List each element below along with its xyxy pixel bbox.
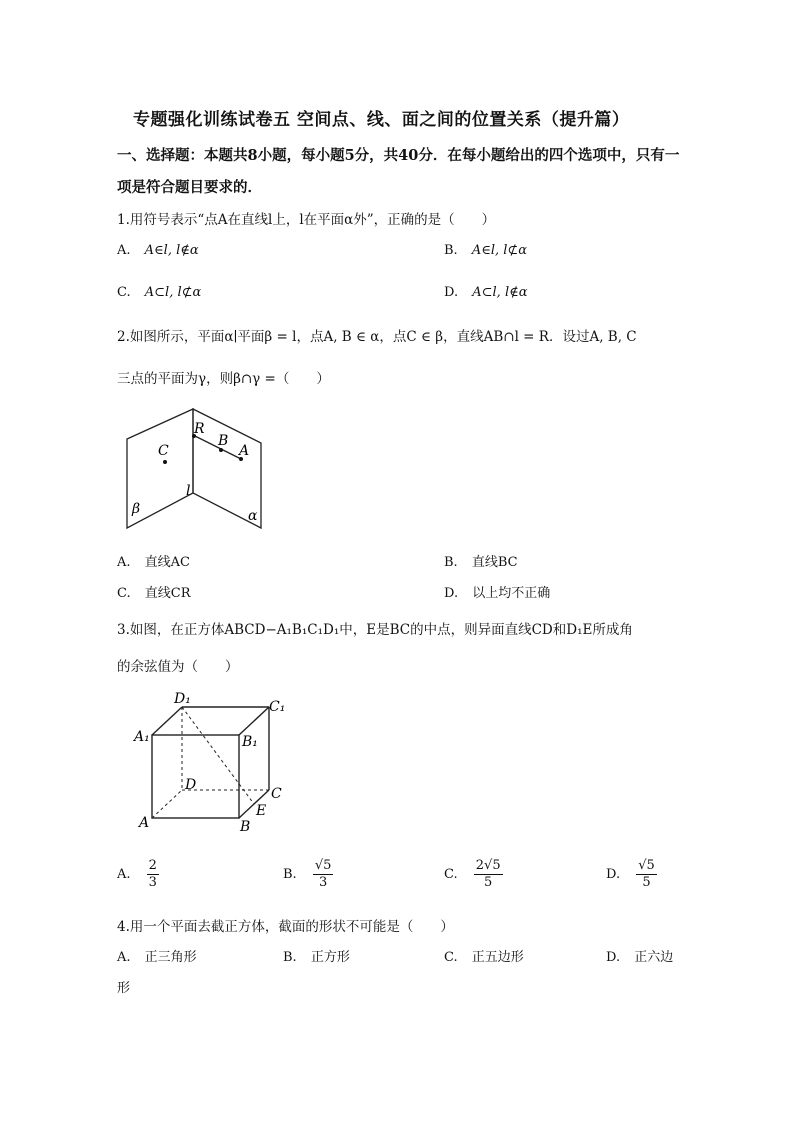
denominator: 3 [148,875,157,890]
label-b1: B₁ [242,734,258,750]
q3-option-b [283,858,333,891]
option-text: A⊂l, l∉α [472,285,528,300]
option-letter: A. [117,243,131,258]
label-b: B [240,819,251,835]
option-text: A∈l, l⊄α [471,243,528,258]
numerator: 2 [148,858,157,873]
q3-option-d [606,858,657,891]
q2-option-d [444,582,550,601]
q4-stem: 4.用一个平面去截正方体，截面的形状不可能是（ ） [117,919,454,935]
option-text: 正五边形 [471,950,524,965]
option-letter: D. [444,285,459,300]
option-text: 正方形 [310,950,350,965]
label-c1: C₁ [269,699,286,715]
section-heading-line1: 一、选择题：本题共8小题，每小题5分，共40分．在每小题给出的四个选项中，只有一 [117,147,680,164]
edge-a1d1 [152,707,182,735]
option-text: 正六边 [634,950,674,965]
label-c: C [158,443,169,459]
q4-option-d-wrap: 形 [117,981,131,996]
denominator: 5 [484,875,493,890]
q3-option-c [444,858,503,891]
option-letter: B. [444,555,458,570]
denominator: 3 [318,875,328,890]
label-d1: D₁ [174,691,191,707]
option-letter: B. [283,950,297,965]
option-text: A⊂l, l⊄α [144,285,202,300]
label-c: C [271,786,282,802]
label-d: D [185,777,197,793]
label-a: A [239,443,250,459]
edge-ad-hidden [152,790,182,818]
label-r: R [194,421,205,437]
q1-option-a [117,243,199,258]
q2-option-a [117,551,190,570]
section-heading-line2: 项是符合题目要求的． [117,179,262,196]
option-letter: A. [117,555,131,570]
q3-stem-line1: 3.如图，在正方体ABCD−A₁B₁C₁D₁中，E是BC的中点，则异面直线CD和D₁E所成角 [117,622,633,638]
label-a: A [139,815,150,831]
option-letter: D. [606,867,621,882]
option-fraction [474,858,503,891]
option-text: 直线CR [144,586,191,601]
label-alpha: α [248,508,258,524]
option-letter: B. [283,867,297,882]
numerator: √5 [314,858,332,873]
numerator: √5 [638,858,655,873]
q4-option-c [444,946,524,965]
point-c [163,460,167,464]
page-title: 专题强化训练试卷五 空间点、线、面之间的位置关系（提升篇） [133,110,630,130]
q1-option-d [444,285,528,300]
option-text: A∈l, l∉α [144,243,199,258]
label-b: B [218,433,229,449]
q3-option-a [117,858,159,891]
q2-stem-line2: 三点的平面为γ，则β∩γ =（ ） [117,371,330,387]
option-text: 正三角形 [144,950,197,965]
option-letter: A. [117,950,131,965]
option-text: 直线BC [471,555,518,570]
q1-option-b [444,243,527,258]
q3-figure-cube [130,685,295,835]
q2-stem-line1: 2.如图所示，平面α∣平面β = l，点A, B ∈ α，点C ∈ β，直线AB∩l = R．设过A, B, C [117,329,637,345]
edge-b1c1 [239,707,269,735]
label-l: l [186,483,191,499]
option-fraction [313,858,334,891]
option-text: 直线AC [144,555,191,570]
q2-option-b [444,551,518,570]
q3-stem-line2: 的余弦值为（ ） [117,659,239,675]
q4-option-d [606,946,673,965]
option-letter: C. [444,950,458,965]
option-letter: A. [117,867,131,882]
numerator: 2√5 [475,858,501,873]
option-text: 以上均不正确 [472,586,551,601]
label-beta: β [132,501,141,517]
q2-option-c [117,582,191,601]
option-letter: C. [117,586,131,601]
line-rba [193,435,241,459]
q1-stem: 1.用符号表示“点A在直线l上，l在平面α外”，正确的是（ ） [117,212,496,228]
q4-option-a [117,946,197,965]
label-a1: A₁ [134,729,150,745]
option-letter: B. [444,243,458,258]
option-fraction [636,858,657,891]
label-e: E [256,803,267,819]
option-letter: C. [117,285,131,300]
option-letter: D. [606,950,621,965]
option-letter: C. [444,867,458,882]
q4-option-b [283,946,350,965]
option-letter: D. [444,586,459,601]
option-fraction [147,858,159,891]
q1-option-c [117,285,201,300]
denominator: 5 [642,875,651,890]
q2-figure-planes [115,400,275,535]
